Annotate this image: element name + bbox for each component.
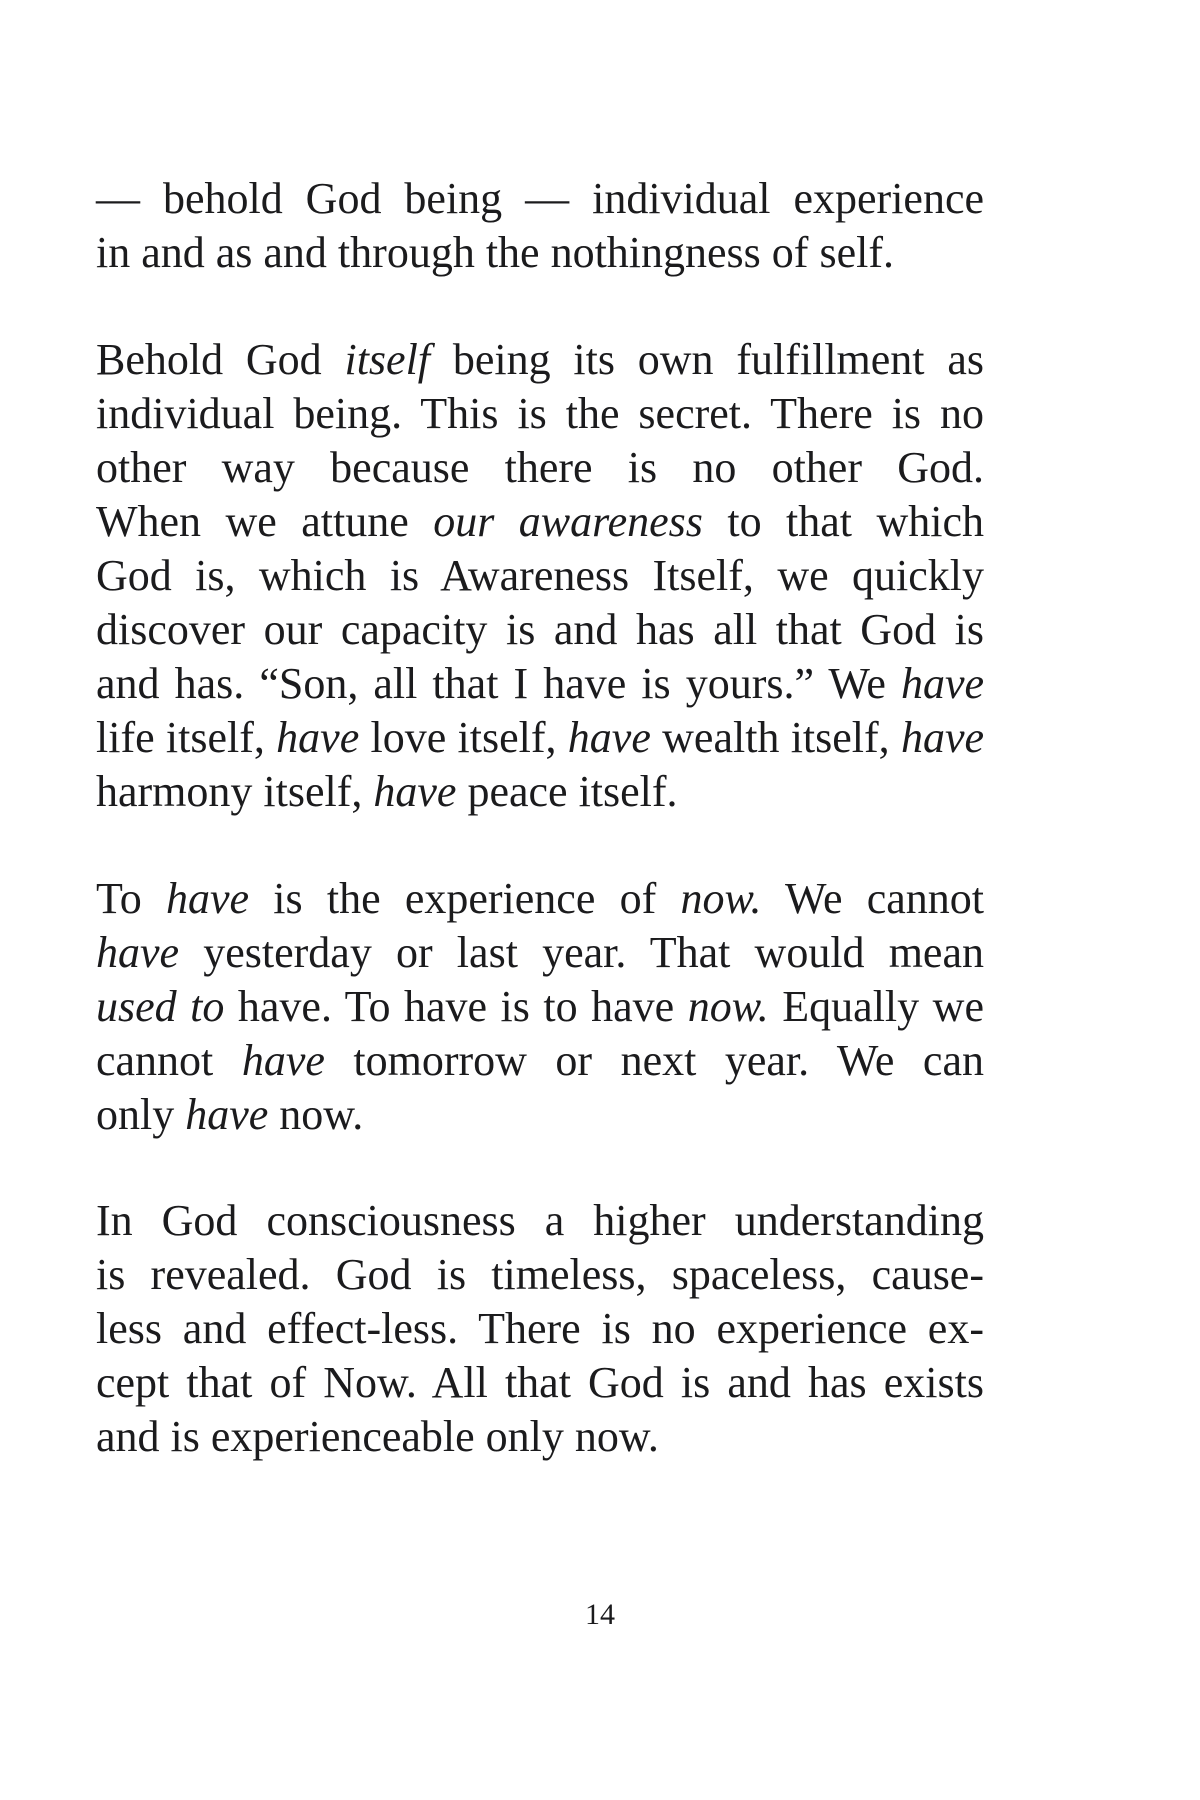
text-segment: only [96, 1090, 186, 1139]
italic-text: have [166, 874, 250, 923]
italic-text: our awareness [433, 497, 703, 546]
text-segment: Behold God [96, 335, 345, 384]
text-line [96, 1248, 984, 1302]
text-segment: is the experience of [249, 874, 681, 923]
text-line [96, 495, 984, 549]
text-segment: is revealed. God is timeless, spaceless, cause- [96, 1250, 984, 1299]
text-segment: yesterday or last year. That would mean [179, 928, 984, 977]
italic-text: have [567, 713, 651, 762]
text-segment: wealth itself, [650, 713, 901, 762]
paragraph-3 [96, 872, 984, 1142]
text-line [96, 603, 984, 657]
text-segment: cept that of Now. All that God is and has exists [96, 1358, 984, 1407]
text-line [96, 549, 984, 603]
text-segment: God is, which is Awareness Itself, we quickly [96, 551, 984, 600]
text-segment: now. [268, 1090, 364, 1139]
italic-text: itself [344, 335, 431, 384]
text-segment: We cannot [761, 874, 984, 923]
text-segment: have. To have is to have [224, 982, 688, 1031]
italic-text: have [185, 1090, 269, 1139]
text-line [96, 1194, 984, 1248]
text-segment: in and as and through the nothingness of self. [96, 228, 894, 277]
text-segment: and has. “Son, all that I have is yours.” We [96, 659, 901, 708]
text-line [96, 387, 984, 441]
text-segment: — behold God being — individual experience [96, 174, 984, 223]
text-segment: Equally we [768, 982, 984, 1031]
page-number: 14 [585, 1598, 615, 1631]
text-segment: being its own fulfillment as [430, 335, 984, 384]
text-line [96, 1410, 984, 1464]
text-line [96, 1088, 984, 1142]
text-segment: discover our capacity is and has all that God is [96, 605, 984, 654]
paragraph-1 [96, 172, 984, 280]
text-line [96, 657, 984, 711]
text-segment: love itself, [359, 713, 568, 762]
italic-text: now. [687, 982, 769, 1031]
italic-text: have [96, 928, 180, 977]
text-line [96, 1302, 984, 1356]
text-segment: and is experienceable only now. [96, 1412, 659, 1461]
text-segment: When we attune [96, 497, 434, 546]
italic-text: have [241, 1036, 325, 1085]
text-line [96, 926, 984, 980]
paragraph-2 [96, 333, 984, 819]
text-segment: peace itself. [456, 767, 678, 816]
text-line [96, 765, 984, 819]
text-line [96, 711, 984, 765]
text-line [96, 441, 984, 495]
italic-text: have [900, 659, 984, 708]
text-segment: In God consciousness a higher understanding [96, 1196, 984, 1245]
italic-text: have [276, 713, 360, 762]
italic-text: have [373, 767, 457, 816]
italic-text: used to [96, 982, 225, 1031]
text-segment: to that which [702, 497, 985, 546]
italic-text: have [900, 713, 985, 762]
paragraph-4 [96, 1194, 984, 1464]
text-segment: other way because there is no other God. [96, 443, 984, 492]
text-line [96, 333, 984, 387]
text-line [96, 1356, 984, 1410]
text-segment: cannot [96, 1036, 242, 1085]
text-segment: harmony itself, [96, 767, 374, 816]
text-segment: less and effect-less. There is no experience ex- [96, 1304, 984, 1353]
text-line [96, 172, 984, 226]
text-line [96, 226, 984, 280]
text-segment: To [96, 874, 167, 923]
text-segment: individual being. This is the secret. There is no [96, 389, 984, 438]
italic-text: now. [680, 874, 762, 923]
text-line [96, 980, 984, 1034]
text-segment: life itself, [96, 713, 277, 762]
text-line [96, 1034, 984, 1088]
text-line [96, 872, 984, 926]
text-segment: tomorrow or next year. We can [324, 1036, 984, 1085]
